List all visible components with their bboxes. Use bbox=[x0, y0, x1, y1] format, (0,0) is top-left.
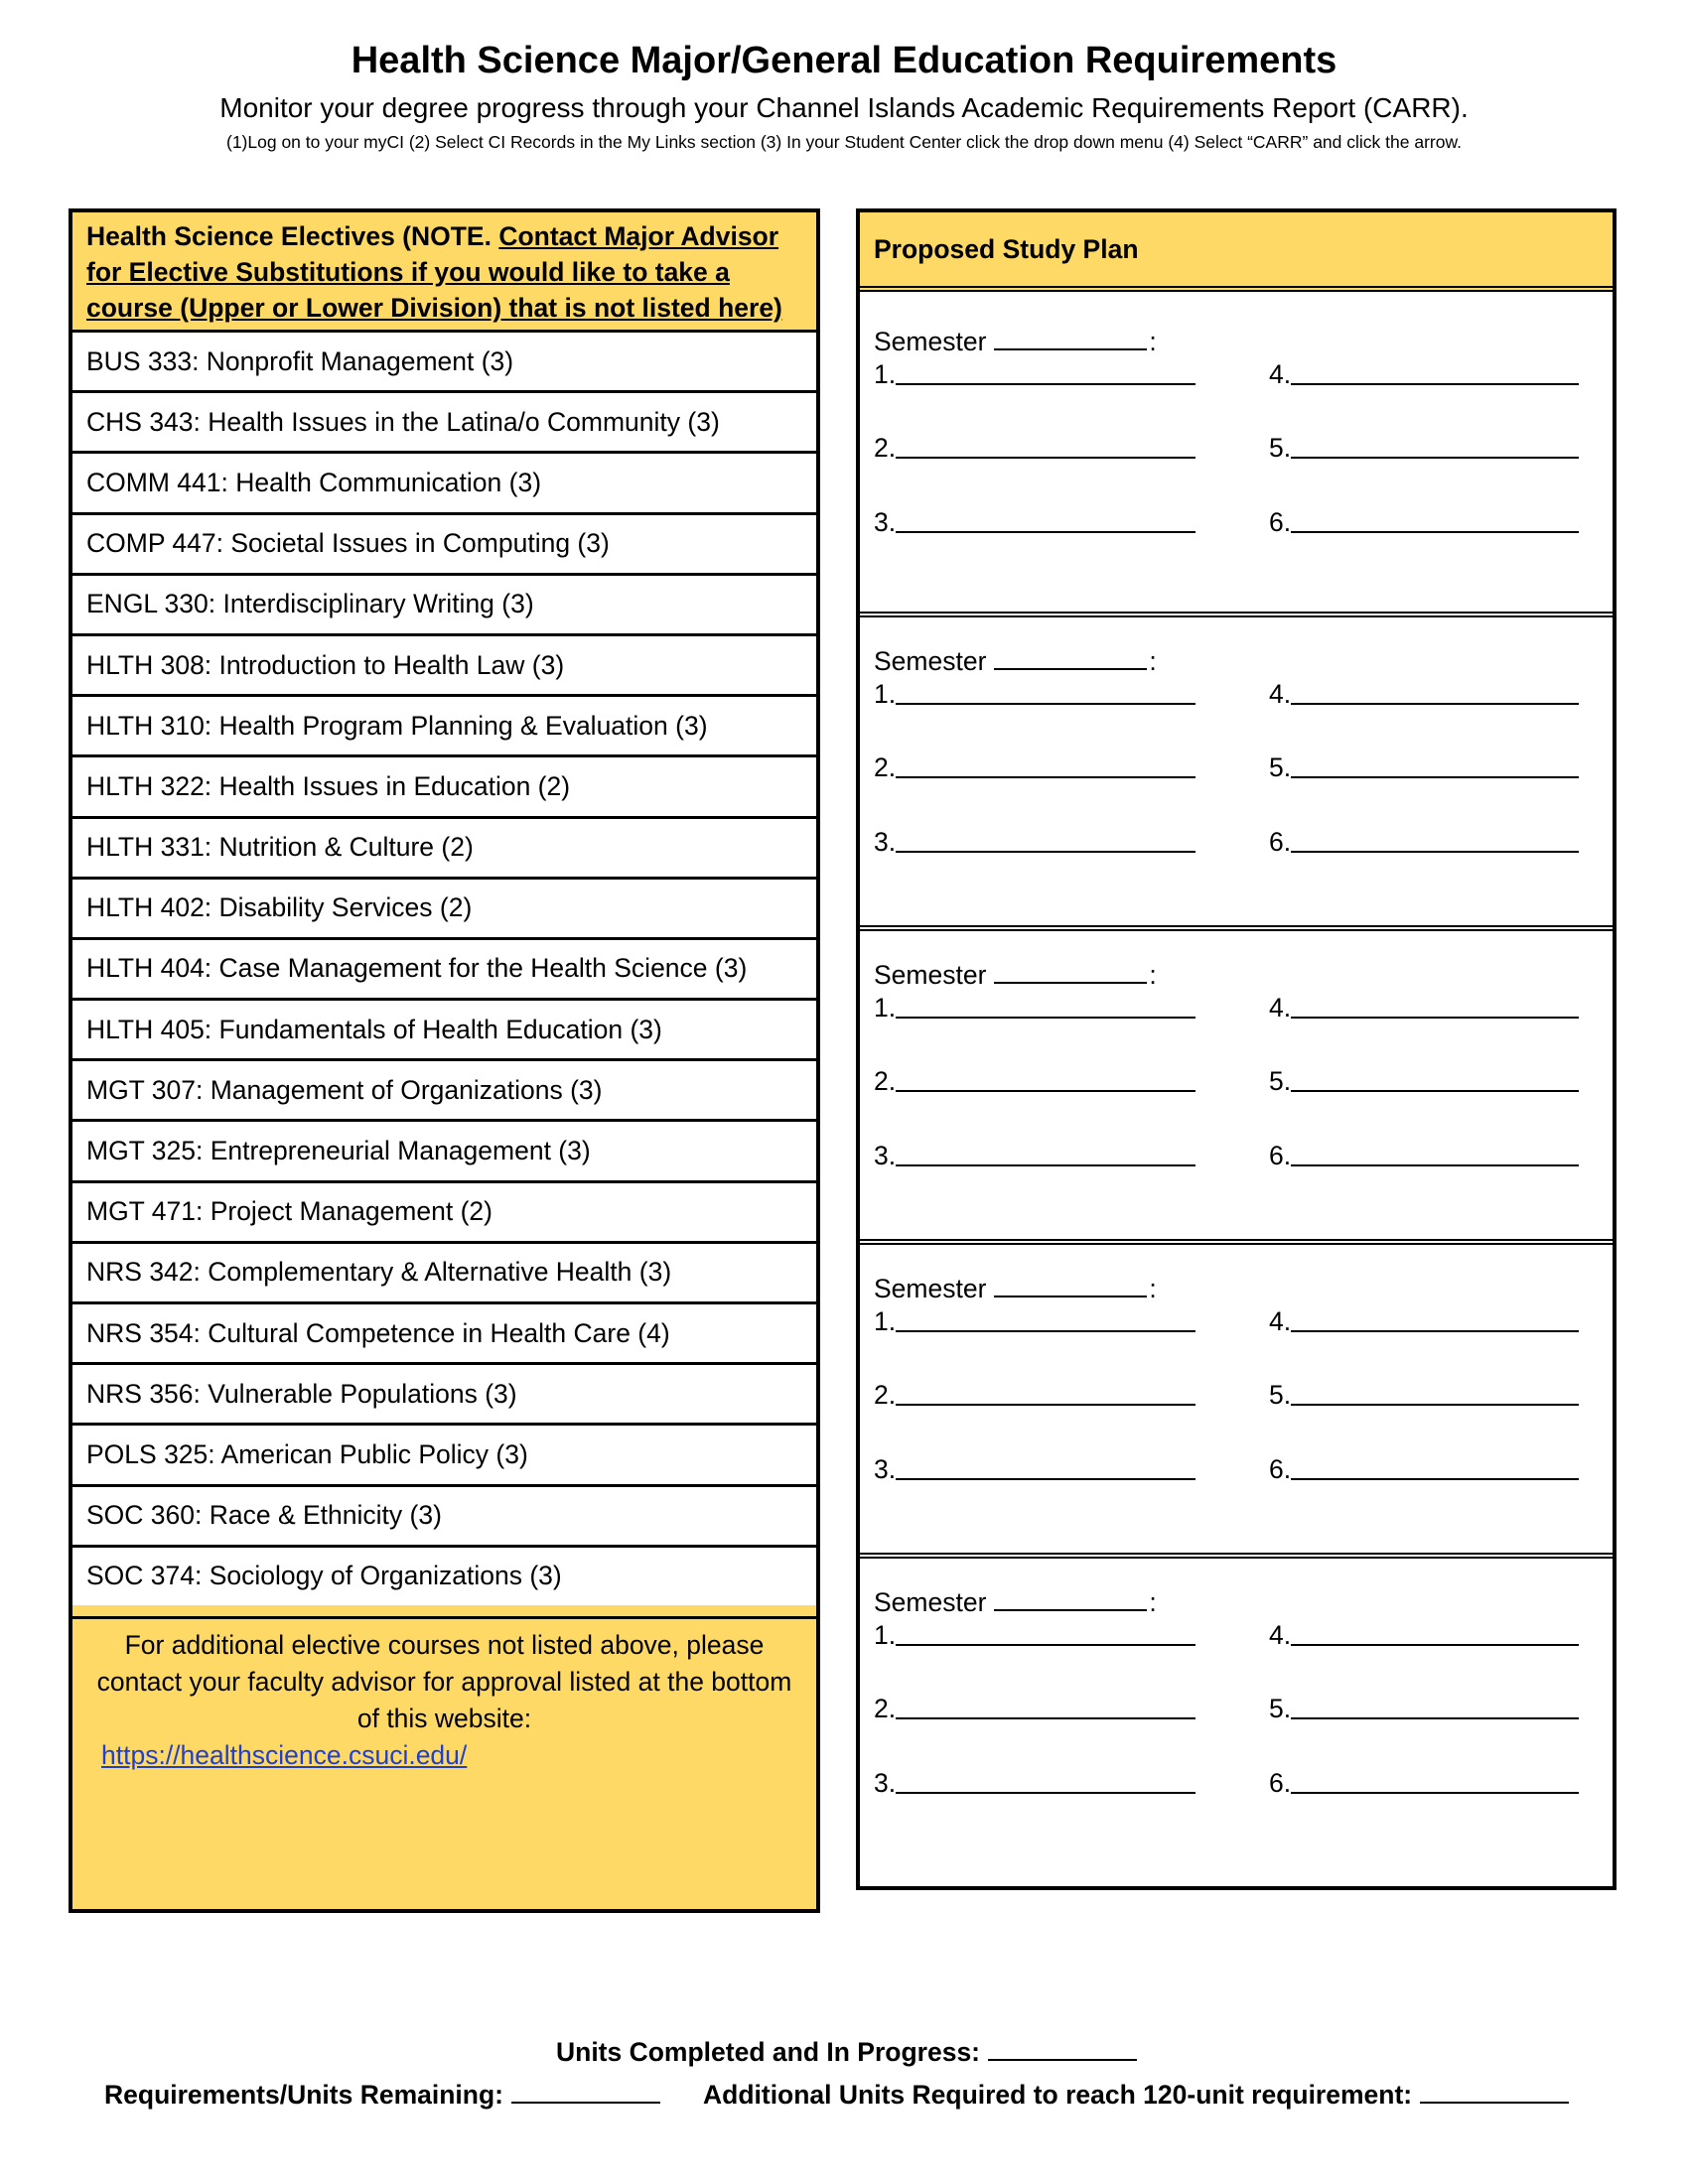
semester-heading bbox=[874, 642, 1157, 677]
course-slot-line[interactable] bbox=[896, 1644, 1196, 1646]
electives-heading bbox=[72, 212, 816, 330]
elective-course-list bbox=[72, 330, 816, 1605]
course-slot-line[interactable] bbox=[1291, 1404, 1579, 1406]
course-slot-line[interactable] bbox=[1291, 851, 1579, 853]
additional-units-field[interactable] bbox=[703, 2076, 1569, 2111]
course-slot-number: 5. bbox=[1269, 1694, 1292, 1723]
course-slot[interactable] bbox=[874, 1306, 1196, 1336]
electives-heading-label: Health Science Electives (NOTE. bbox=[86, 221, 499, 251]
study-plan-panel bbox=[856, 208, 1617, 1890]
course-slot-line[interactable] bbox=[1291, 1792, 1579, 1794]
course-slot-number: 4. bbox=[1269, 1620, 1292, 1650]
elective-course-row: POLS 325: American Public Policy (3) bbox=[72, 1423, 816, 1483]
course-slot[interactable] bbox=[874, 752, 1196, 782]
semester-name-blank[interactable] bbox=[994, 1270, 1147, 1297]
course-slot-number: 6. bbox=[1269, 827, 1292, 857]
elective-course-row: NRS 356: Vulnerable Populations (3) bbox=[72, 1362, 816, 1423]
semester-colon: : bbox=[1149, 646, 1157, 676]
elective-course-row: HLTH 308: Introduction to Health Law (3) bbox=[72, 633, 816, 694]
course-slot-line[interactable] bbox=[896, 1478, 1196, 1480]
course-slot-line[interactable] bbox=[896, 703, 1196, 705]
course-slot[interactable] bbox=[1269, 1454, 1579, 1484]
semester-label: Semester bbox=[874, 646, 987, 676]
electives-note-line-3: course (Upper or Lower Division) that is not listed here) bbox=[86, 293, 782, 323]
page-subtitle: Monitor your degree progress through your Channel Islands Academic Requirements Report (CARR). bbox=[219, 92, 1469, 123]
elective-course-row: HLTH 405: Fundamentals of Health Education (3) bbox=[72, 998, 816, 1058]
units-completed-field[interactable] bbox=[556, 2033, 1137, 2068]
course-slot[interactable] bbox=[1269, 359, 1579, 389]
elective-course-row: MGT 471: Project Management (2) bbox=[72, 1180, 816, 1241]
course-slot-number: 2. bbox=[874, 1066, 897, 1096]
course-slot[interactable] bbox=[1269, 1066, 1579, 1096]
semester-heading bbox=[874, 956, 1157, 991]
course-slot-number: 1. bbox=[874, 1620, 897, 1650]
course-slot-number: 2. bbox=[874, 433, 897, 463]
course-slot[interactable] bbox=[874, 1380, 1196, 1410]
electives-footer-text: For additional elective courses not listed above, please contact your faculty advisor for approval listed at the bottom of this website: bbox=[96, 1630, 792, 1733]
course-slot[interactable] bbox=[1269, 433, 1579, 463]
course-slot-number: 4. bbox=[1269, 1306, 1292, 1336]
course-slot[interactable] bbox=[1269, 827, 1579, 857]
course-slot-line[interactable] bbox=[896, 531, 1196, 533]
health-science-website-link[interactable]: https://healthscience.csuci.edu/ bbox=[101, 1740, 468, 1770]
course-slot-number: 5. bbox=[1269, 1380, 1292, 1410]
requirements-remaining-field[interactable] bbox=[104, 2076, 660, 2111]
study-plan-title: Proposed Study Plan bbox=[860, 212, 1613, 292]
course-slot-line[interactable] bbox=[896, 1717, 1196, 1719]
course-slot-line[interactable] bbox=[1291, 703, 1579, 705]
semester-block bbox=[860, 1553, 1613, 1866]
semester-colon: : bbox=[1149, 1587, 1157, 1617]
elective-course-row: CHS 343: Health Issues in the Latina/o Community (3) bbox=[72, 390, 816, 451]
course-slot[interactable] bbox=[1269, 679, 1579, 709]
elective-course-row: NRS 354: Cultural Competence in Health Care (4) bbox=[72, 1301, 816, 1362]
semester-colon: : bbox=[1149, 327, 1157, 356]
semester-name-blank[interactable] bbox=[994, 1583, 1147, 1611]
course-slot-line[interactable] bbox=[896, 1090, 1196, 1092]
semester-colon: : bbox=[1149, 960, 1157, 990]
requirements-remaining-label: Requirements/Units Remaining: bbox=[104, 2080, 503, 2110]
course-slot-number: 3. bbox=[874, 827, 897, 857]
course-slot-line[interactable] bbox=[1291, 457, 1579, 459]
course-slot[interactable] bbox=[1269, 1380, 1579, 1410]
course-slot[interactable] bbox=[874, 1768, 1196, 1798]
course-slot-number: 3. bbox=[874, 1454, 897, 1484]
course-slot[interactable] bbox=[1269, 1694, 1579, 1723]
course-slot-line[interactable] bbox=[896, 457, 1196, 459]
semester-block bbox=[860, 298, 1613, 612]
course-slot-line[interactable] bbox=[1291, 1478, 1579, 1480]
course-slot-number: 3. bbox=[874, 1141, 897, 1170]
course-slot[interactable] bbox=[1269, 1141, 1579, 1170]
course-slot-number: 4. bbox=[1269, 679, 1292, 709]
course-slot[interactable] bbox=[1269, 752, 1579, 782]
course-slot[interactable] bbox=[1269, 993, 1579, 1023]
course-slot-number: 4. bbox=[1269, 993, 1292, 1023]
course-slot[interactable] bbox=[874, 1620, 1196, 1650]
course-slot-number: 1. bbox=[874, 359, 897, 389]
elective-course-row: COMM 441: Health Communication (3) bbox=[72, 451, 816, 511]
elective-course-row: BUS 333: Nonprofit Management (3) bbox=[72, 330, 816, 390]
course-slot-number: 1. bbox=[874, 993, 897, 1023]
course-slot-line[interactable] bbox=[896, 383, 1196, 385]
semester-name-blank[interactable] bbox=[994, 956, 1147, 984]
course-slot[interactable] bbox=[1269, 1620, 1579, 1650]
semester-label: Semester bbox=[874, 1274, 987, 1303]
elective-course-row: SOC 360: Race & Ethnicity (3) bbox=[72, 1484, 816, 1545]
course-slot-number: 3. bbox=[874, 1768, 897, 1798]
semester-colon: : bbox=[1149, 1274, 1157, 1303]
course-slot-number: 1. bbox=[874, 1306, 897, 1336]
course-slot[interactable] bbox=[874, 507, 1196, 537]
electives-footer bbox=[72, 1616, 816, 1774]
electives-note-line-1: Contact Major Advisor bbox=[498, 221, 779, 251]
semester-block bbox=[860, 1239, 1613, 1553]
course-slot[interactable] bbox=[874, 359, 1196, 389]
elective-course-row: HLTH 310: Health Program Planning & Evaluation (3) bbox=[72, 694, 816, 754]
course-slot[interactable] bbox=[1269, 1768, 1579, 1798]
course-slot-line[interactable] bbox=[1291, 383, 1579, 385]
course-slot-line[interactable] bbox=[896, 1330, 1196, 1332]
units-completed-blank[interactable] bbox=[988, 2033, 1137, 2061]
course-slot-line[interactable] bbox=[1291, 1090, 1579, 1092]
course-slot-line[interactable] bbox=[1291, 776, 1579, 778]
course-slot[interactable] bbox=[874, 1141, 1196, 1170]
elective-course-row: HLTH 402: Disability Services (2) bbox=[72, 877, 816, 937]
elective-course-row: SOC 374: Sociology of Organizations (3) bbox=[72, 1545, 816, 1605]
requirements-remaining-blank[interactable] bbox=[511, 2076, 660, 2104]
course-slot-line[interactable] bbox=[896, 851, 1196, 853]
semester-block bbox=[860, 612, 1613, 925]
course-slot[interactable] bbox=[874, 827, 1196, 857]
additional-units-label: Additional Units Required to reach 120-unit requirement: bbox=[703, 2080, 1413, 2110]
course-slot-line[interactable] bbox=[1291, 1330, 1579, 1332]
course-slot[interactable] bbox=[874, 679, 1196, 709]
elective-course-row: HLTH 331: Nutrition & Culture (2) bbox=[72, 816, 816, 877]
course-slot-line[interactable] bbox=[896, 1164, 1196, 1166]
semester-heading bbox=[874, 1270, 1157, 1304]
course-slot-number: 5. bbox=[1269, 752, 1292, 782]
course-slot-line[interactable] bbox=[896, 776, 1196, 778]
elective-course-row: HLTH 322: Health Issues in Education (2) bbox=[72, 754, 816, 815]
course-slot[interactable] bbox=[874, 993, 1196, 1023]
course-slot-number: 3. bbox=[874, 507, 897, 537]
elective-course-row: MGT 325: Entrepreneurial Management (3) bbox=[72, 1119, 816, 1179]
course-slot-line[interactable] bbox=[1291, 1164, 1579, 1166]
elective-course-row: NRS 342: Complementary & Alternative Health (3) bbox=[72, 1241, 816, 1301]
semester-heading bbox=[874, 323, 1157, 357]
course-slot-line[interactable] bbox=[896, 1017, 1196, 1019]
units-completed-label: Units Completed and In Progress: bbox=[556, 2037, 981, 2067]
course-slot-number: 6. bbox=[1269, 1454, 1292, 1484]
semester-block bbox=[860, 925, 1613, 1239]
course-slot-line[interactable] bbox=[896, 1792, 1196, 1794]
elective-course-row: HLTH 404: Case Management for the Health Science (3) bbox=[72, 937, 816, 998]
course-slot-number: 2. bbox=[874, 1380, 897, 1410]
elective-course-row: MGT 307: Management of Organizations (3) bbox=[72, 1058, 816, 1119]
carr-instructions: (1)Log on to your myCI (2) Select CI Records in the My Links section (3) In your Student Center click the drop down menu (4) Select “CARR” and click the arrow. bbox=[226, 132, 1462, 152]
semester-label: Semester bbox=[874, 1587, 987, 1617]
course-slot-number: 2. bbox=[874, 1694, 897, 1723]
semester-label: Semester bbox=[874, 327, 987, 356]
semester-label: Semester bbox=[874, 960, 987, 990]
electives-note-line-2: for Elective Substitutions if you would like to take a bbox=[86, 257, 730, 287]
semester-heading bbox=[874, 1583, 1157, 1618]
course-slot-line[interactable] bbox=[1291, 531, 1579, 533]
semester-name-blank[interactable] bbox=[994, 642, 1147, 670]
additional-units-blank[interactable] bbox=[1420, 2076, 1569, 2104]
semester-name-blank[interactable] bbox=[994, 323, 1147, 350]
course-slot[interactable] bbox=[1269, 1306, 1579, 1336]
course-slot-line[interactable] bbox=[896, 1404, 1196, 1406]
elective-course-row: ENGL 330: Interdisciplinary Writing (3) bbox=[72, 573, 816, 633]
course-slot-number: 6. bbox=[1269, 1141, 1292, 1170]
elective-course-row: COMP 447: Societal Issues in Computing (3) bbox=[72, 512, 816, 573]
course-slot-line[interactable] bbox=[1291, 1717, 1579, 1719]
course-slot-number: 5. bbox=[1269, 1066, 1292, 1096]
course-slot[interactable] bbox=[874, 1066, 1196, 1096]
course-slot-line[interactable] bbox=[1291, 1017, 1579, 1019]
course-slot[interactable] bbox=[874, 1454, 1196, 1484]
course-slot[interactable] bbox=[1269, 507, 1579, 537]
course-slot-number: 2. bbox=[874, 752, 897, 782]
course-slot-number: 1. bbox=[874, 679, 897, 709]
course-slot-number: 4. bbox=[1269, 359, 1292, 389]
course-slot-number: 5. bbox=[1269, 433, 1292, 463]
course-slot-number: 6. bbox=[1269, 1768, 1292, 1798]
course-slot-number: 6. bbox=[1269, 507, 1292, 537]
course-slot[interactable] bbox=[874, 1694, 1196, 1723]
course-slot-line[interactable] bbox=[1291, 1644, 1579, 1646]
page-title: Health Science Major/General Education Requirements bbox=[351, 40, 1337, 81]
electives-panel bbox=[69, 208, 820, 1913]
course-slot[interactable] bbox=[874, 433, 1196, 463]
